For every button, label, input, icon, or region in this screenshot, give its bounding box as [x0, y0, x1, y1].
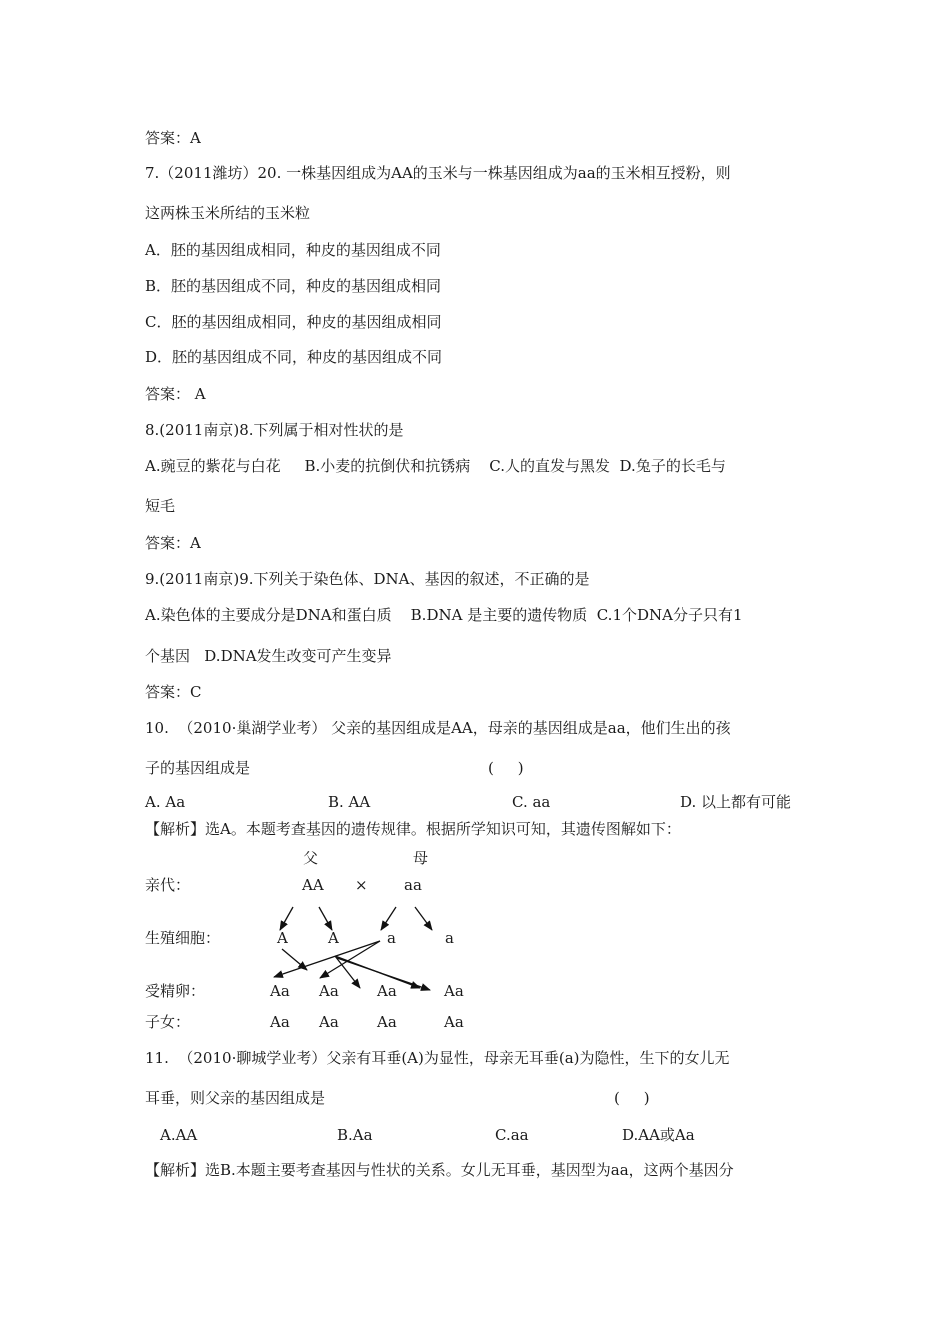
answer-line: 答案：A: [145, 129, 201, 147]
answer-line: 答案： A: [145, 385, 206, 403]
question-7-option-d: D．胚的基因组成不同，种皮的基因组成不同: [145, 348, 443, 366]
offspring: Aa: [319, 1013, 339, 1031]
analysis-10: 【解析】选A。本题考查基因的遗传规律。根据所学知识可知，其遗传图解如下：: [145, 820, 681, 838]
question-11-option-a: A.AA: [160, 1126, 198, 1144]
gamete: A: [328, 929, 339, 947]
gamete: a: [387, 929, 396, 947]
arrow-gamete-to-zygote: [320, 941, 380, 978]
question-10-option-b: B. AA: [328, 793, 371, 811]
zygote: Aa: [270, 982, 290, 1000]
question-11-stem: 11. （2010·聊城学业考）父亲有耳垂(A)为显性，母亲无耳垂(a)为隐性，生下的女儿无: [145, 1049, 730, 1067]
father-genotype: AA: [302, 876, 324, 894]
gamete: A: [277, 929, 288, 947]
arrow-mother-to-gamete: [415, 907, 432, 930]
arrow-gamete-to-zygote: [274, 941, 380, 977]
gamete: a: [445, 929, 454, 947]
analysis-11: 【解析】选B.本题主要考查基因与性状的关系。女儿无耳垂，基因型为aa，这两个基因分: [145, 1161, 734, 1179]
zygote: Aa: [319, 982, 339, 1000]
zygote-row-label: 受精卵：: [145, 982, 206, 1000]
offspring: Aa: [377, 1013, 397, 1031]
question-11-option-d: D.AA或Aa: [622, 1126, 695, 1144]
question-11-option-b: B.Aa: [337, 1126, 373, 1144]
question-10-option-c: C. aa: [512, 793, 551, 811]
offspring: Aa: [444, 1013, 464, 1031]
mother-genotype: aa: [404, 876, 422, 894]
question-10-stem-cont: 子的基因组成是: [145, 759, 251, 777]
parents-row-label: 亲代：: [145, 876, 191, 894]
question-10-option-d: D. 以上都有可能: [680, 793, 792, 811]
question-9-options: A.染色体的主要成分是DNA和蛋白质 B.DNA 是主要的遗传物质 C.1个DNA分子只有1: [145, 606, 743, 624]
question-8-stem: 8.(2011南京)8.下列属于相对性状的是: [145, 421, 404, 439]
question-7-stem-cont: 这两株玉米所结的玉米粒: [145, 204, 311, 222]
mother-label: 母: [413, 849, 429, 867]
question-7-stem: 7.（2011潍坊）20. 一株基因组成为AA的玉米与一株基因组成为aa的玉米相互授粉，则: [145, 164, 731, 182]
question-8-options: A.豌豆的紫花与白花 B.小麦的抗倒伏和抗锈病 C.人的直发与黑发 D.兔子的长毛与: [145, 457, 726, 475]
father-label: 父: [303, 849, 319, 867]
gametes-row-label: 生殖细胞：: [145, 929, 221, 947]
answer-blank: ( ): [488, 759, 524, 777]
question-10-stem: 10. （2010·巢湖学业考） 父亲的基因组成是AA，母亲的基因组成是aa，他们生出的孩: [145, 719, 731, 737]
answer-line: 答案：A: [145, 534, 201, 552]
question-10-option-a: A. Aa: [145, 793, 186, 811]
offspring-row-label: 子女：: [145, 1013, 191, 1031]
cross-symbol: ×: [355, 876, 368, 894]
arrow-father-to-gamete: [319, 907, 332, 930]
question-9-stem: 9.(2011南京)9.下列关于染色体、DNA、基因的叙述，不正确的是: [145, 570, 590, 588]
question-11-stem-cont: 耳垂，则父亲的基因组成是: [145, 1089, 326, 1107]
arrow-mother-to-gamete: [381, 907, 396, 930]
question-8-options-cont: 短毛: [145, 497, 176, 515]
question-7-option-c: C．胚的基因组成相同，种皮的基因组成相同: [145, 313, 442, 331]
zygote: Aa: [444, 982, 464, 1000]
question-9-options-cont: 个基因 D.DNA发生改变可产生变异: [145, 647, 392, 665]
arrow-gamete-to-zygote: [337, 958, 430, 990]
question-7-option-b: B．胚的基因组成不同，种皮的基因组成相同: [145, 277, 442, 295]
zygote: Aa: [377, 982, 397, 1000]
arrow-father-to-gamete: [280, 907, 293, 930]
answer-line: 答案：C: [145, 683, 202, 701]
question-7-option-a: A．胚的基因组成相同，种皮的基因组成不同: [145, 241, 441, 259]
question-11-option-c: C.aa: [495, 1126, 529, 1144]
offspring: Aa: [270, 1013, 290, 1031]
answer-blank: ( ): [614, 1089, 650, 1107]
